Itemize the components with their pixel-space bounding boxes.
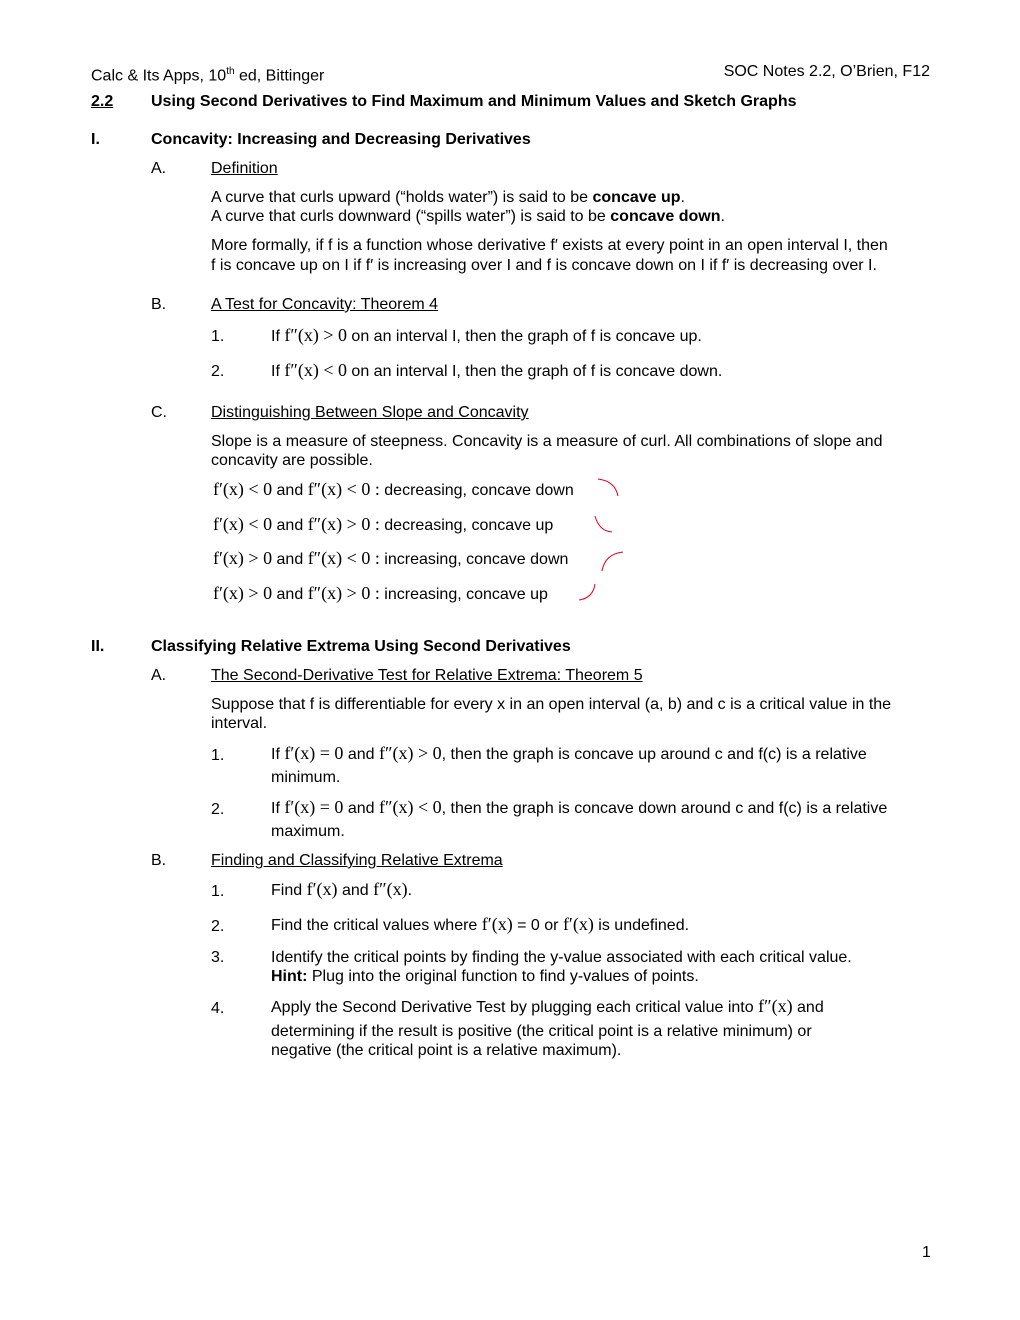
- theorem-item: [271, 744, 867, 764]
- term: concave up: [592, 189, 681, 206]
- text: Find: [271, 882, 307, 899]
- text: on an interval I, then the graph of f is concave down.: [346, 363, 723, 380]
- curve-increasing-concave-up: [579, 584, 595, 600]
- text: and: [343, 800, 380, 817]
- theorem-item: [271, 326, 702, 346]
- text: If: [271, 800, 285, 817]
- curve-increasing-concave-down: [602, 552, 623, 571]
- math: f′(x) = 0: [284, 797, 344, 817]
- concavity-curves: [595, 476, 625, 606]
- curve-decreasing-concave-up: [595, 516, 612, 532]
- section-title: [91, 92, 823, 111]
- paragraph: interval.: [211, 715, 268, 732]
- text: Find the critical values where: [271, 917, 482, 934]
- subsection-letter: C.: [151, 404, 167, 421]
- item-number: 3.: [211, 949, 225, 966]
- hint-line: [271, 967, 699, 986]
- curve-decreasing-concave-down: [598, 479, 618, 496]
- description: increasing, concave down: [384, 551, 569, 568]
- item-number: 4.: [211, 1000, 225, 1017]
- subsection-letter: A.: [151, 160, 167, 177]
- math: f″(x) > 0: [284, 325, 347, 345]
- paragraph: Suppose that f is differentiable for every x in an open interval (a, b) and c is a critical value in the: [211, 696, 892, 713]
- slope-concavity-row: [213, 549, 568, 569]
- step-item: [271, 997, 824, 1017]
- text: If: [271, 363, 285, 380]
- definition-line: [211, 188, 685, 207]
- text: is undefined.: [593, 917, 690, 934]
- text: = 0 or: [512, 917, 563, 934]
- header-text: ed, Bittinger: [234, 67, 325, 85]
- math: f′(x) > 0: [213, 582, 273, 603]
- page-number: 1: [922, 1244, 931, 1261]
- subsection-title: Finding and Classifying Relative Extrema: [211, 852, 503, 869]
- description: decreasing, concave up: [384, 516, 554, 534]
- item-number: 1.: [211, 328, 225, 345]
- math: f″(x) < 0: [284, 360, 347, 380]
- text: Apply the Second Derivative Test by plugging each critical value into: [271, 999, 759, 1016]
- text: and: [343, 746, 380, 763]
- text: negative (the critical point is a relative maximum).: [271, 1042, 622, 1059]
- description: increasing, concave up: [384, 585, 548, 603]
- math: f″(x) < 0 :: [307, 479, 380, 499]
- math: f″(x): [373, 879, 408, 899]
- slope-concavity-row: [213, 515, 553, 535]
- text: and: [792, 999, 824, 1016]
- math: f′(x) > 0: [213, 548, 273, 568]
- formal-definition: More formally, if f is a function whose derivative f′ exists at every point in an open interval I, then: [211, 237, 888, 254]
- paragraph: concavity are possible.: [211, 452, 373, 469]
- theorem-item: [271, 361, 722, 381]
- math: f″(x) > 0 :: [307, 513, 380, 534]
- step-item: [271, 880, 412, 900]
- text: and: [276, 516, 304, 534]
- text: , then the graph is concave up around c and f(c) is a relative: [441, 746, 867, 763]
- text: A curve that curls downward (“spills water”) is said to be: [211, 208, 611, 225]
- term: concave down: [610, 208, 721, 225]
- subsection-title: A Test for Concavity: Theorem 4: [211, 296, 439, 313]
- subsection-letter: A.: [151, 667, 167, 684]
- text: determining if the result is positive (the critical point is a relative minimum) or: [271, 1023, 812, 1040]
- math: f′(x) < 0: [213, 513, 273, 534]
- text: , then the graph is concave down around c and f(c) is a relative: [441, 800, 888, 817]
- text: and: [276, 585, 304, 603]
- item-number: 2.: [211, 363, 225, 380]
- part-title: Concavity: Increasing and Decreasing Derivatives: [151, 131, 531, 148]
- part-title: Classifying Relative Extrema Using Second Derivatives: [151, 638, 571, 655]
- section-number: 2.2: [91, 93, 114, 110]
- math: f″(x) > 0 :: [307, 582, 380, 603]
- text: and: [276, 482, 304, 499]
- math: f′(x): [562, 914, 594, 934]
- math: f′(x): [481, 914, 513, 934]
- subsection-title: Definition: [211, 160, 278, 177]
- slope-concavity-row: [213, 584, 548, 604]
- math: f″(x) > 0: [379, 743, 442, 763]
- text: and: [276, 551, 304, 568]
- paragraph: Slope is a measure of steepness. Concavity is a measure of curl. All combinations of slope and: [211, 433, 883, 450]
- item-number: 1.: [211, 883, 225, 900]
- text: .: [407, 882, 413, 899]
- formal-definition: f is concave up on I if f′ is increasing over I and f is concave down on I if f′ is decreasing over I.: [211, 257, 877, 274]
- description: decreasing, concave down: [384, 482, 574, 499]
- text: .: [720, 208, 725, 225]
- part-number: II.: [91, 638, 105, 655]
- math: f′(x): [306, 879, 338, 899]
- subsection-letter: B.: [151, 852, 167, 869]
- slope-concavity-row: [213, 480, 574, 500]
- math: f′(x) = 0: [284, 743, 344, 763]
- text: maximum.: [271, 823, 345, 840]
- item-number: 2.: [211, 918, 225, 935]
- hint-label: Hint:: [271, 968, 308, 985]
- header-right: SOC Notes 2.2, O’Brien, F12: [723, 63, 930, 80]
- subsection-letter: B.: [151, 296, 167, 313]
- math: f′(x) < 0: [213, 479, 273, 499]
- text: minimum.: [271, 769, 341, 786]
- header-text: Calc & Its Apps, 10: [91, 67, 227, 85]
- step-item: [271, 915, 689, 935]
- item-number: 1.: [211, 747, 225, 764]
- text: Plug into the original function to find y-values of points.: [307, 968, 699, 985]
- part-number: I.: [91, 131, 100, 148]
- math: f″(x) < 0 :: [307, 548, 380, 568]
- subsection-title: The Second-Derivative Test for Relative Extrema: Theorem 5: [211, 667, 643, 684]
- text: If: [271, 746, 285, 763]
- text: and: [337, 882, 374, 899]
- section-title-text: Using Second Derivatives to Find Maximum and Minimum Values and Sketch Graphs: [151, 93, 797, 110]
- text: A curve that curls upward (“holds water”) is said to be: [211, 189, 593, 206]
- header-left: [91, 62, 324, 85]
- theorem-item: [271, 798, 887, 818]
- subsection-title: Distinguishing Between Slope and Concavity: [211, 404, 529, 421]
- step-item: Identify the critical points by finding the y-value associated with each critical value.: [271, 949, 852, 966]
- math: f″(x) < 0: [379, 797, 442, 817]
- header-sup: th: [226, 66, 235, 77]
- item-number: 2.: [211, 801, 225, 818]
- text: on an interval I, then the graph of f is concave up.: [346, 328, 702, 345]
- definition-line: [211, 207, 725, 226]
- text: If: [271, 328, 285, 345]
- math: f″(x): [758, 996, 793, 1016]
- text: .: [680, 189, 685, 206]
